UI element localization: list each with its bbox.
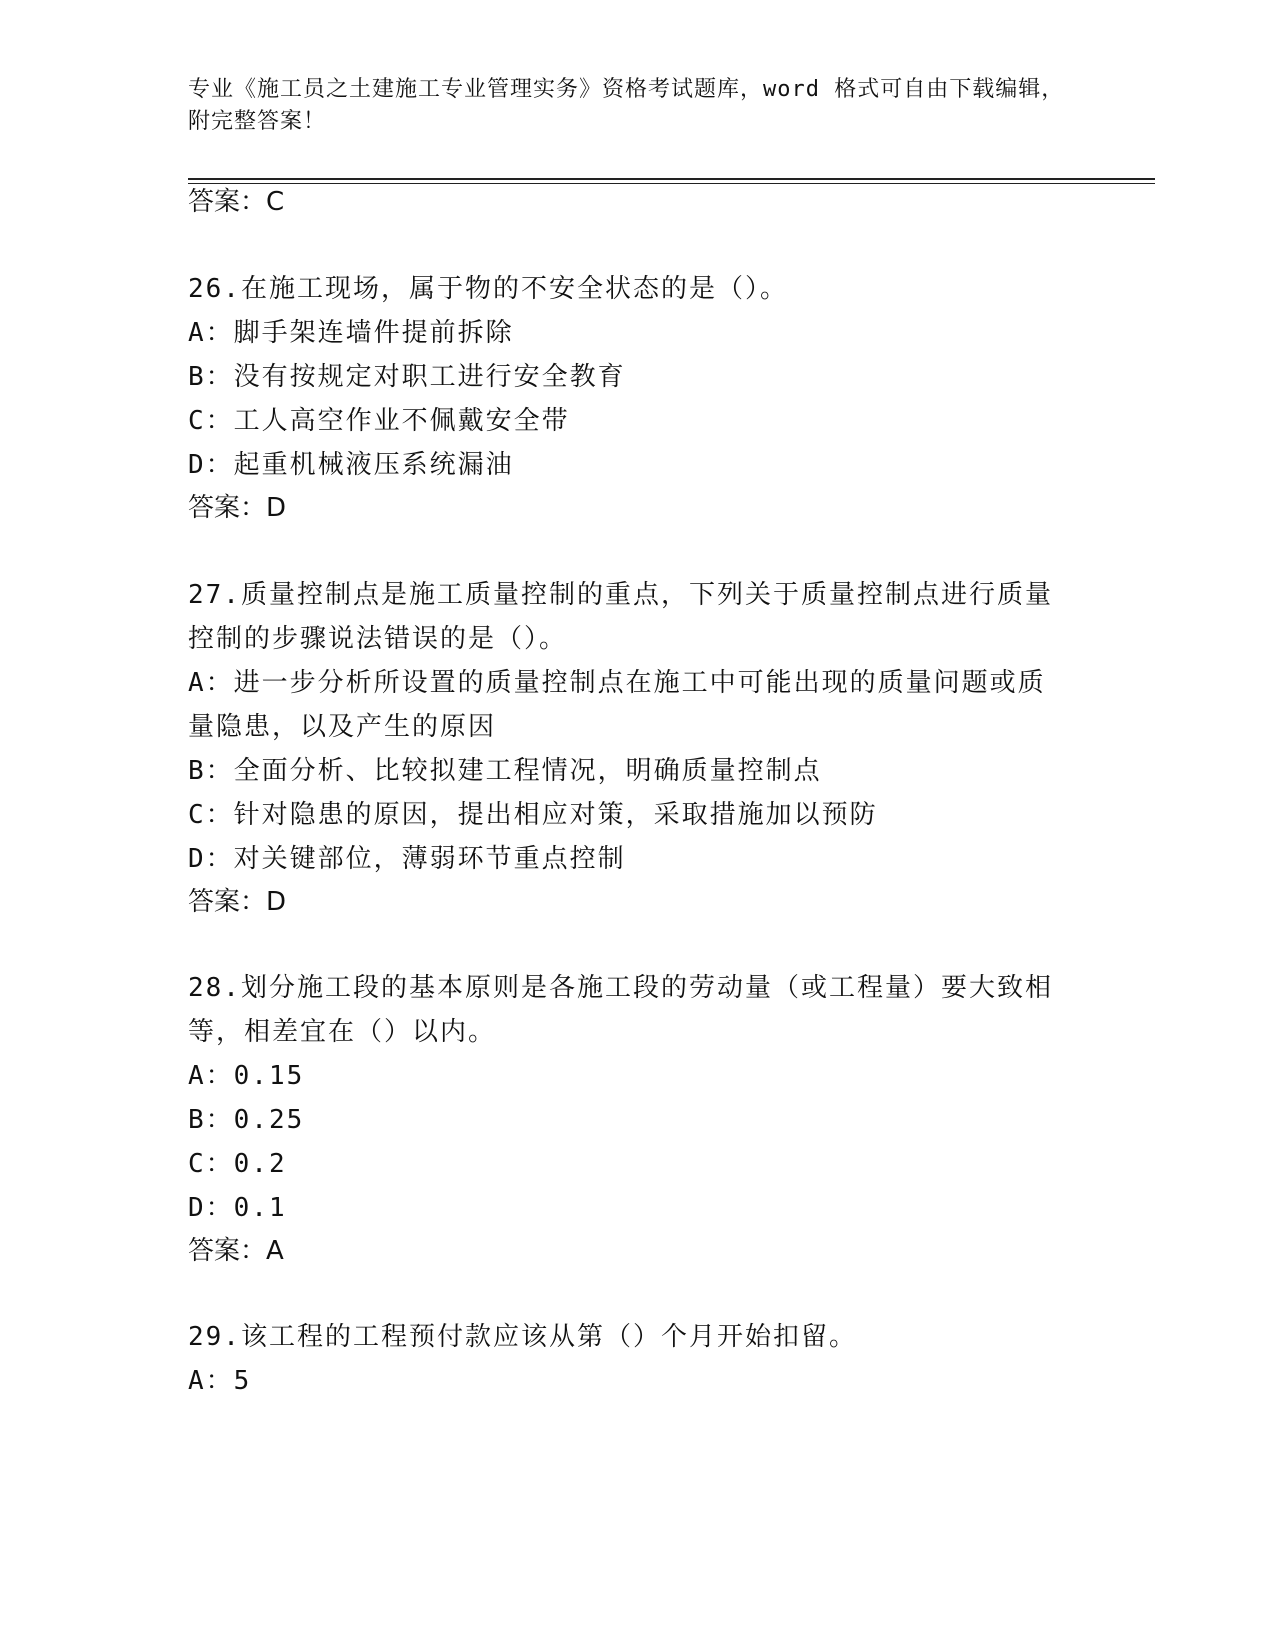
answer-25: 答案：C xyxy=(188,187,285,217)
question-27-stem-line-1: 27.质量控制点是施工质量控制的重点，下列关于质量控制点进行质量 xyxy=(188,580,1053,610)
question-26-option-a: A：脚手架连墙件提前拆除 xyxy=(188,318,514,348)
question-26-stem: 26.在施工现场，属于物的不安全状态的是（）。 xyxy=(188,274,788,304)
question-27-option-a-line-2: 量隐患，以及产生的原因 xyxy=(188,712,497,742)
question-28-stem-line-2: 等，相差宜在（）以内。 xyxy=(188,1017,497,1047)
answer-28: 答案：A xyxy=(188,1236,284,1266)
question-26-option-c: C：工人高空作业不佩戴安全带 xyxy=(188,406,570,436)
header-rule-thick xyxy=(188,178,1155,180)
question-29-option-a: A：5 xyxy=(188,1366,252,1396)
question-27-option-b: B：全面分析、比较拟建工程情况，明确质量控制点 xyxy=(188,756,822,786)
question-27-option-a-line-1: A：进一步分析所设置的质量控制点在施工中可能出现的质量问题或质 xyxy=(188,668,1046,698)
question-27-option-c: C：针对隐患的原因，提出相应对策，采取措施加以预防 xyxy=(188,800,878,830)
question-29-stem: 29.该工程的工程预付款应该从第（）个月开始扣留。 xyxy=(188,1322,857,1352)
question-28-option-b: B：0.25 xyxy=(188,1105,305,1135)
question-28-stem-line-1: 28.划分施工段的基本原则是各施工段的劳动量（或工程量）要大致相 xyxy=(188,973,1053,1003)
question-28-option-d: D：0.1 xyxy=(188,1193,287,1223)
question-28-option-a: A：0.15 xyxy=(188,1061,305,1091)
answer-26: 答案：D xyxy=(188,493,287,523)
question-27-option-d: D：对关键部位，薄弱环节重点控制 xyxy=(188,844,626,874)
question-26-option-d: D：起重机械液压系统漏油 xyxy=(188,450,514,480)
header-rule-thin xyxy=(188,183,1155,184)
document-header: 专业《施工员之土建施工专业管理实务》资格考试题库，word 格式可自由下载编辑，附完整答案！ xyxy=(188,77,1065,134)
question-28-option-c: C：0.2 xyxy=(188,1149,287,1179)
answer-27: 答案：D xyxy=(188,887,287,917)
question-27-stem-line-2: 控制的步骤说法错误的是（）。 xyxy=(188,624,568,654)
question-26-option-b: B：没有按规定对职工进行安全教育 xyxy=(188,362,626,392)
